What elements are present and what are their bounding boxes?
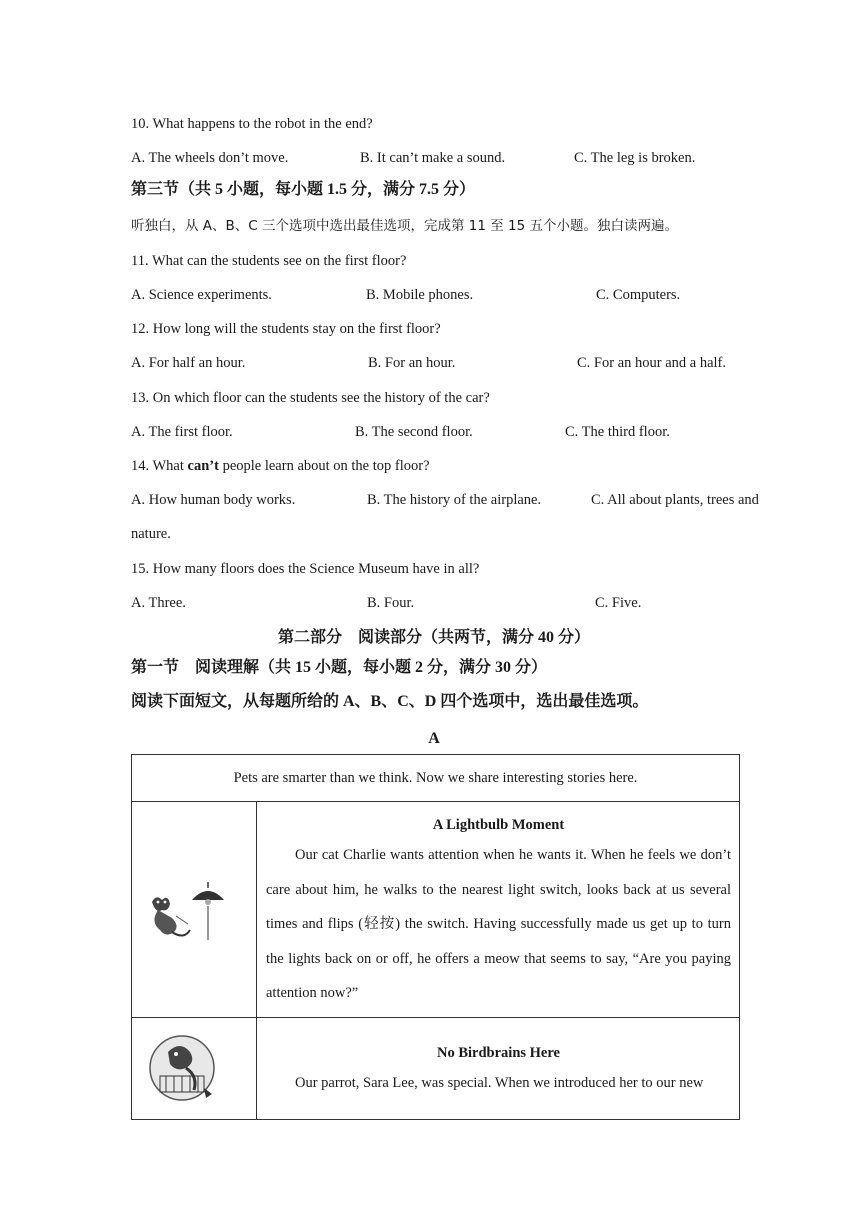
section3-instruction: 听独白，从 A、B、C 三个选项中选出最佳选项，完成第 11 至 15 五个小题。独白读两遍。 <box>131 218 679 234</box>
question-14 <box>131 456 430 476</box>
q15-option-b: B. Four. <box>367 595 415 611</box>
part2-heading: 第二部分 阅读部分（共两节，满分 40 分） <box>277 629 590 646</box>
q14-option-c-continued: nature. <box>131 526 171 542</box>
question-10: 10. What happens to the robot in the end? <box>131 116 373 132</box>
q14-text-emphasis: can’t <box>187 458 219 474</box>
section3-heading: 第三节（共 5 小题，每小题 1.5 分，满分 7.5 分） <box>131 181 476 198</box>
q15-option-c: C. Five. <box>595 595 642 611</box>
q11-option-c: C. Computers. <box>596 287 681 303</box>
passage-intro: Pets are smarter than we think. Now we share interesting stories here. <box>132 755 740 802</box>
question-12: 12. How long will the students stay on the first floor? <box>131 321 441 337</box>
q10-option-c: C. The leg is broken. <box>574 150 696 166</box>
q14-option-b: B. The history of the airplane. <box>367 492 542 508</box>
q10-option-b: B. It can’t make a sound. <box>360 150 506 166</box>
q12-option-a: A. For half an hour. <box>131 355 246 371</box>
question-13: 13. On which floor can the students see the history of the car? <box>131 390 490 406</box>
q11-option-b: B. Mobile phones. <box>366 287 474 303</box>
q14-option-a: A. How human body works. <box>131 492 296 508</box>
parrot-illustration <box>146 1032 226 1104</box>
q14-text-post: people learn about on the top floor? <box>218 458 430 474</box>
q11-option-a: A. Science experiments. <box>131 287 272 303</box>
q12-option-b: B. For an hour. <box>368 355 456 371</box>
story2-title: No Birdbrains Here <box>437 1045 560 1061</box>
q10-option-a: A. The wheels don’t move. <box>131 150 289 166</box>
story2-image-cell <box>132 1018 257 1120</box>
cat-and-lamp-illustration <box>146 880 246 950</box>
passage-label: A <box>428 730 440 747</box>
story1-title: A Lightbulb Moment <box>432 817 565 833</box>
story2-text: Our parrot, Sara Lee, was special. When we introduced her to our new <box>295 1075 704 1091</box>
q13-option-a: A. The first floor. <box>131 424 233 440</box>
q14-text-pre: 14. What <box>131 458 188 474</box>
q15-option-a: A. Three. <box>131 595 186 611</box>
question-15: 15. How many floors does the Science Museum have in all? <box>131 561 480 577</box>
q13-option-b: B. The second floor. <box>355 424 473 440</box>
part2-section1-heading: 第一节 阅读理解（共 15 小题，每小题 2 分，满分 30 分） <box>131 659 548 676</box>
story2-cell <box>257 1018 740 1120</box>
story1-cell <box>257 802 740 1018</box>
q13-option-c: C. The third floor. <box>565 424 670 440</box>
story1-image-cell <box>132 802 257 1018</box>
part2-instruction: 阅读下面短文，从每题所给的 A、B、C、D 四个选项中，选出最佳选项。 <box>131 693 649 710</box>
story1-text: Our cat Charlie wants attention when he wants it. When he feels we don’t care about him, he walks to the nearest light switch, looks back at us several times and flips (轻按) the switch. Having successfully made us get up to turn the lights back on or off, he offers a meow that seems to say, “Are you paying attention now?” <box>266 847 731 1001</box>
q12-option-c: C. For an hour and a half. <box>577 355 726 371</box>
passage-table <box>131 754 740 1120</box>
q14-option-c: C. All about plants, trees and <box>591 492 759 508</box>
question-11: 11. What can the students see on the first floor? <box>131 253 407 269</box>
